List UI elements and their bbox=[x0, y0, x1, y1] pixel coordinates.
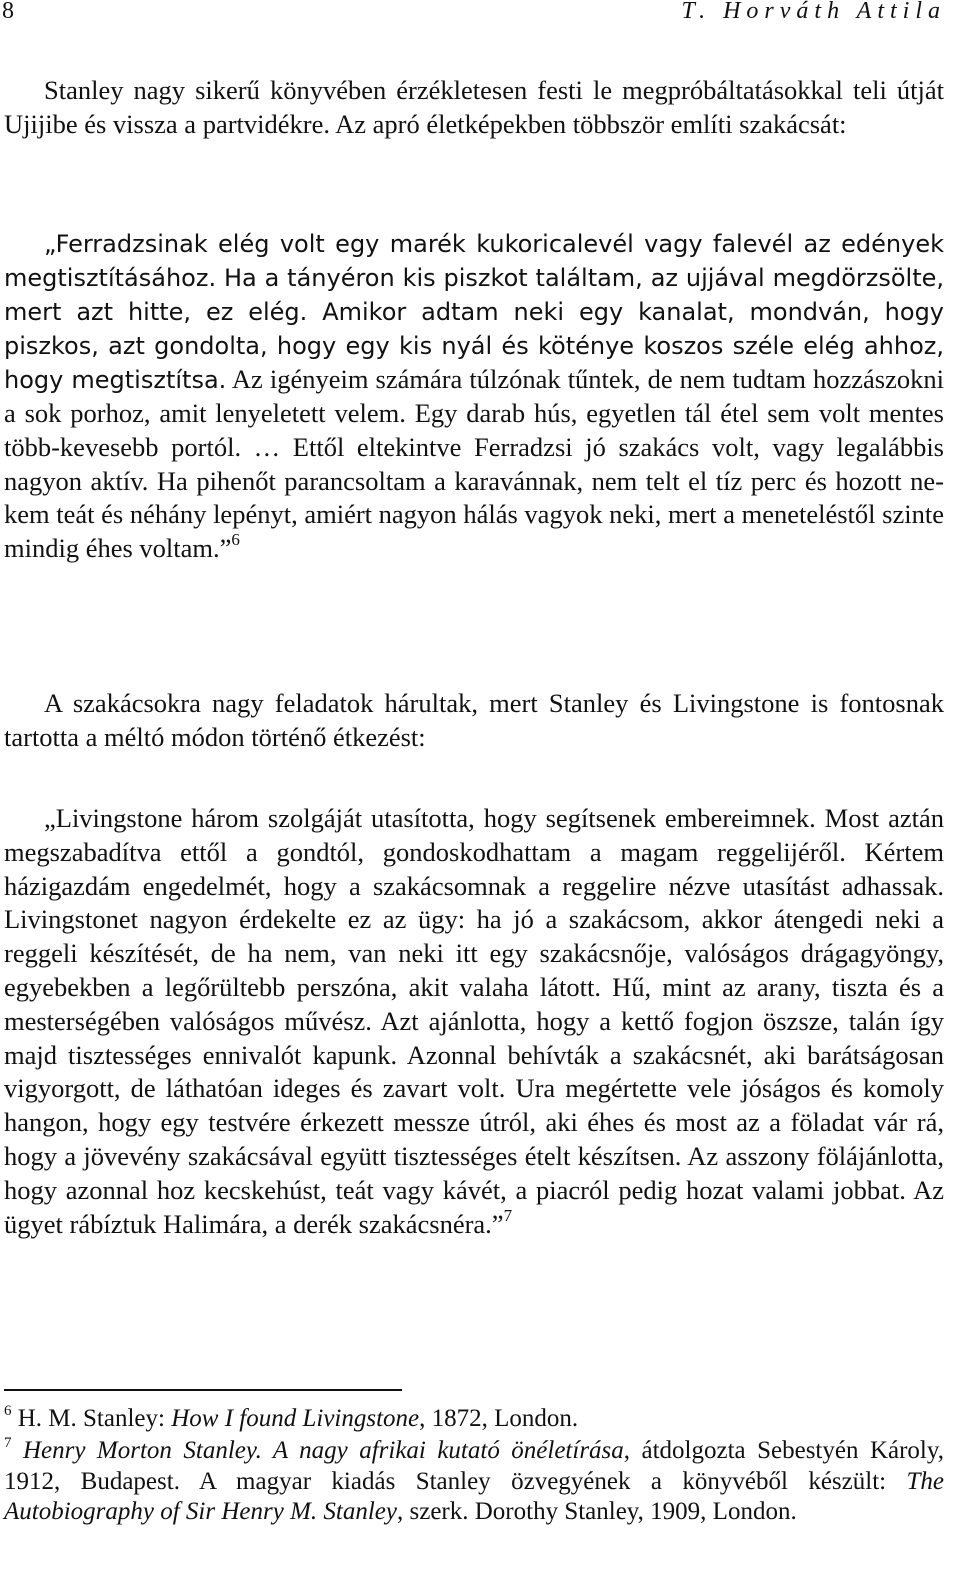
footnote-7 bbox=[4, 1436, 944, 1528]
quote-ferradzsi-serif-part: Az igényeim számára túlzónak tűntek, de nem tudtam hozzászokni a sok porhoz, amit lenyeletett velem. Egy darab hús, egyetlen tál étel sem volt mentes több-kevesebb portól. … Ettől eltekintve Ferradzsi jó szakács volt, vagy legalábbis nagyon aktív. Ha pihenőt parancsoltam a karavánnak, nem telt el tíz perc és hozott nekem teát és néhány lepényt, amiért nagyon hálás vagyok neki, mert a meneteléstől szinte mindig éhes voltam.” bbox=[4, 364, 944, 564]
footnote-6-prefix: H. M. Stanley: bbox=[11, 1405, 172, 1432]
footnote-7-details: , átdolgozta Sebestyén Károly, 1912, Budapest. A magyar kiadás Stanley özvegyének a könyvéből készült: bbox=[4, 1437, 944, 1495]
footnote-6-title: How I found Livingstone bbox=[171, 1405, 420, 1432]
quote-ferradzsi-sans-part: „Ferradzsinak elég volt egy marék kukoricalevél vagy falevél az edények megtisztításához. Ha a tányéron kis piszkot találtam, az ujjával megdörzsölte, mert azt hitte, ez elég. Amikor adtam neki egy kanalat, mondván, hogy piszkos, azt gondolta, hogy egy kis nyál és köténye koszos széle elég ahhoz, hogy megtisztítsa. bbox=[4, 230, 944, 394]
cooks-paragraph: A szakácsokra nagy feladatok hárultak, mert Stanley és Livingstone is fontosnak tartotta a méltó módon történő étkezést: bbox=[4, 688, 944, 752]
footnote-7-original-title: The Autobiography of Sir Henry M. Stanley bbox=[4, 1467, 944, 1525]
footnote-6-suffix: , 1872, London. bbox=[419, 1405, 579, 1432]
footnote-ref-7: 7 bbox=[503, 1205, 513, 1225]
quote-ferradzsi bbox=[4, 227, 944, 566]
intro-paragraph: Stanley nagy sikerű könyvében érzékletesen festi le megpróbáltatásokkal teli útját Ujijibe és vissza a partvidékre. Az apró életképekben többször említi szakácsát: bbox=[4, 75, 944, 139]
running-head-author: T. Horváth Attila bbox=[681, 0, 946, 24]
page-header bbox=[2, 0, 946, 30]
quote-livingstone-text: „Livingstone három szolgáját utasította, hogy segítsenek embereimnek. Most aztán megszabadítva ettől a gondtól, gondoskodhattam a magam reggelijéről. Kértem házigazdám engedelmét, hogy a szakácsomnak a reggelire nézve utasítást adhassak. Livingstonet nagyon érdekelte ez az ügy: ha jó a szakácsom, akkor átengedi neki a reggeli készítését, de ha nem, van neki itt egy szakácsnője, valóságos drágagyöngy, egyebekben a legőrültebb perszóna, akit valaha látott. Hű, mint az arany, tiszta és a mesterségében valóságos művész. Azt ajánlotta, hogy a kettő fogjon öszsze, talán így majd tisztességes ennivalót kapunk. Azonnal behívták a szakácsnét, aki barátságosan vigyorgott, de láthatóan ideges és zavart volt. Ura megértette vele jóságos és komoly hangon, hogy egy testvére érkezett messze útról, aki éhes és most az a föladat vár rá, hogy a jövevény szakácsával együtt tisztességes ételt készítsen. Az asszony fölájánlotta, hogy azonnal hoz kecskehúst, teát vagy kávét, a piacról pedig hozat valami jobbat. Az ügyet rábíztuk Halimára, a derék szakácsnéra.” bbox=[4, 803, 944, 1239]
footnote-divider bbox=[4, 1389, 402, 1391]
footnote-7-suffix: , szerk. Dorothy Stanley, 1909, London. bbox=[397, 1498, 797, 1525]
footnote-7-title: Henry Morton Stanley. A nagy afrikai kutató önéletírása bbox=[11, 1437, 624, 1464]
footnote-ref-6: 6 bbox=[231, 530, 240, 550]
footnote-6 bbox=[4, 1404, 944, 1435]
quote-livingstone bbox=[4, 802, 944, 1241]
page-number: 8 bbox=[2, 0, 14, 24]
footnote-6-number: 6 bbox=[4, 1403, 12, 1419]
footnote-7-number: 7 bbox=[4, 1435, 12, 1451]
